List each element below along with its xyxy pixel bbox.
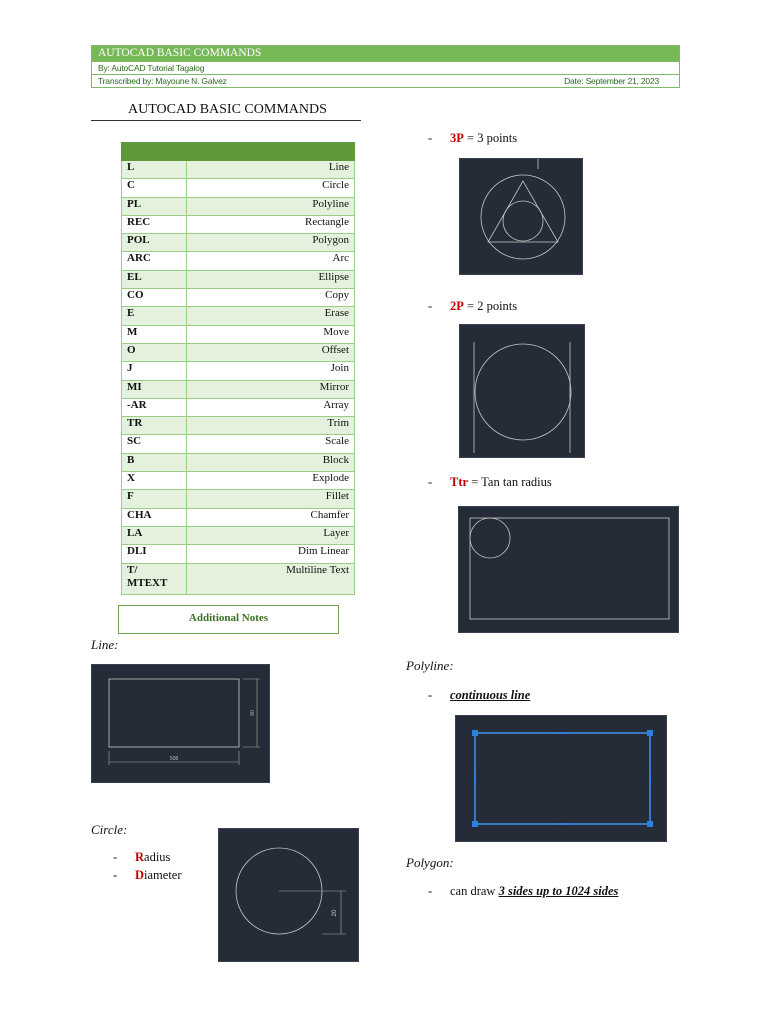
table-row (122, 325, 355, 343)
table-row (122, 161, 355, 179)
header-transcribed: Transcribed by: Mayoune N. Galvez (98, 76, 227, 86)
header-by-row (92, 61, 679, 74)
circle-2p-shape (475, 344, 571, 440)
command-name: Dim Linear (187, 545, 355, 563)
command-code: POL (122, 234, 187, 252)
circle-bullet-radius: - Radius (113, 850, 171, 864)
document-header (91, 45, 680, 88)
command-code: ARC (122, 252, 187, 270)
command-code: SC (122, 435, 187, 453)
command-code: DLI (122, 545, 187, 563)
grip-top-right (647, 730, 653, 736)
command-code: MI (122, 380, 187, 398)
polygon-bullet: - can draw 3 sides up to 1024 sides (428, 884, 619, 898)
circle-3p-svg (460, 159, 582, 274)
table-row (122, 472, 355, 490)
table-row (122, 307, 355, 325)
command-name: Arc (187, 252, 355, 270)
command-name: Explode (187, 472, 355, 490)
table-row (122, 197, 355, 215)
circle-bullet-diameter: - Diameter (113, 868, 182, 882)
command-code: B (122, 453, 187, 471)
command-code: E (122, 307, 187, 325)
command-name: Scale (187, 435, 355, 453)
circle-2p-svg (460, 325, 584, 457)
table-row (122, 508, 355, 526)
command-name: Line (187, 161, 355, 179)
command-code: LA (122, 526, 187, 544)
table-row (122, 270, 355, 288)
command-name: Mirror (187, 380, 355, 398)
command-code: PL (122, 197, 187, 215)
ttr-drawing (458, 506, 679, 633)
polyline-rectangle (475, 733, 650, 824)
line-dim-h-label: 508 (169, 756, 179, 762)
inner-circle (503, 201, 543, 241)
ttr-svg (459, 507, 678, 632)
table-row (122, 490, 355, 508)
line-heading: Line: (91, 637, 119, 652)
command-code: C (122, 179, 187, 197)
table-row (122, 545, 355, 563)
command-name: Copy (187, 289, 355, 307)
command-code: J (122, 362, 187, 380)
command-code: T/ MTEXT (122, 563, 187, 594)
command-name: Join (187, 362, 355, 380)
circle-3p-drawing (459, 158, 583, 275)
circle-drawing-svg (219, 829, 358, 961)
command-name: Erase (187, 307, 355, 325)
command-name: Trim (187, 417, 355, 435)
line-drawing-svg (92, 665, 269, 782)
circle-drawing (218, 828, 359, 962)
table-row (122, 362, 355, 380)
command-name: Layer (187, 526, 355, 544)
command-code: X (122, 472, 187, 490)
grip-bottom-left (472, 821, 478, 827)
line-drawing (91, 664, 270, 783)
line-dim-v-label: 80 (250, 710, 256, 716)
title-underline (91, 120, 361, 121)
command-name: Block (187, 453, 355, 471)
command-code: REC (122, 215, 187, 233)
table-row (122, 398, 355, 416)
command-name: Circle (187, 179, 355, 197)
command-code: L (122, 161, 187, 179)
grip-bottom-right (647, 821, 653, 827)
command-name: Multiline Text (187, 563, 355, 594)
commands-table-body (122, 161, 355, 595)
command-code: F (122, 490, 187, 508)
table-row (122, 289, 355, 307)
table-row (122, 563, 355, 594)
polyline-heading: Polyline: (406, 658, 454, 673)
table-row (122, 215, 355, 233)
polyline-drawing (455, 715, 667, 842)
command-name: Fillet (187, 490, 355, 508)
line-rectangle (109, 679, 239, 747)
table-row (122, 380, 355, 398)
bullet-3p: - 3P = 3 points (428, 131, 518, 145)
command-name: Move (187, 325, 355, 343)
command-code: CO (122, 289, 187, 307)
header-by: By: AutoCAD Tutorial Tagalog (98, 63, 205, 73)
command-code: O (122, 343, 187, 361)
ttr-circle (470, 518, 510, 558)
circle-dim-label: 20 (332, 909, 338, 917)
command-code: EL (122, 270, 187, 288)
triangle (488, 181, 558, 242)
bullet-ttr: - Ttr = Tan tan radius (428, 475, 552, 489)
table-header-row (122, 143, 355, 161)
table-header (122, 143, 355, 161)
table-row (122, 435, 355, 453)
header-title: AUTOCAD BASIC COMMANDS (92, 46, 679, 61)
commands-table (121, 142, 355, 595)
additional-notes-box: Additional Notes (118, 605, 339, 634)
command-name: Array (187, 398, 355, 416)
command-code: M (122, 325, 187, 343)
ttr-rectangle (470, 518, 669, 619)
command-name: Rectangle (187, 215, 355, 233)
table-row (122, 234, 355, 252)
table-row (122, 453, 355, 471)
circle-2p-drawing (459, 324, 585, 458)
outer-circle (481, 175, 565, 259)
table-row (122, 526, 355, 544)
command-name: Chamfer (187, 508, 355, 526)
table-row (122, 343, 355, 361)
page-title: AUTOCAD BASIC COMMANDS (128, 102, 327, 117)
command-code: TR (122, 417, 187, 435)
polyline-svg (456, 716, 666, 841)
command-name: Offset (187, 343, 355, 361)
table-row (122, 179, 355, 197)
command-name: Ellipse (187, 270, 355, 288)
polygon-heading: Polygon: (406, 855, 454, 870)
table-row (122, 417, 355, 435)
circle-heading: Circle: (91, 822, 128, 837)
command-name: Polygon (187, 234, 355, 252)
command-name: Polyline (187, 197, 355, 215)
header-credit-row (92, 74, 679, 87)
command-code: -AR (122, 398, 187, 416)
bullet-2p: - 2P = 2 points (428, 299, 518, 313)
header-date: Date: September 21, 2023 (564, 76, 659, 86)
table-row (122, 252, 355, 270)
command-code: CHA (122, 508, 187, 526)
grip-top-left (472, 730, 478, 736)
polyline-bullet: - continuous line (428, 688, 531, 702)
